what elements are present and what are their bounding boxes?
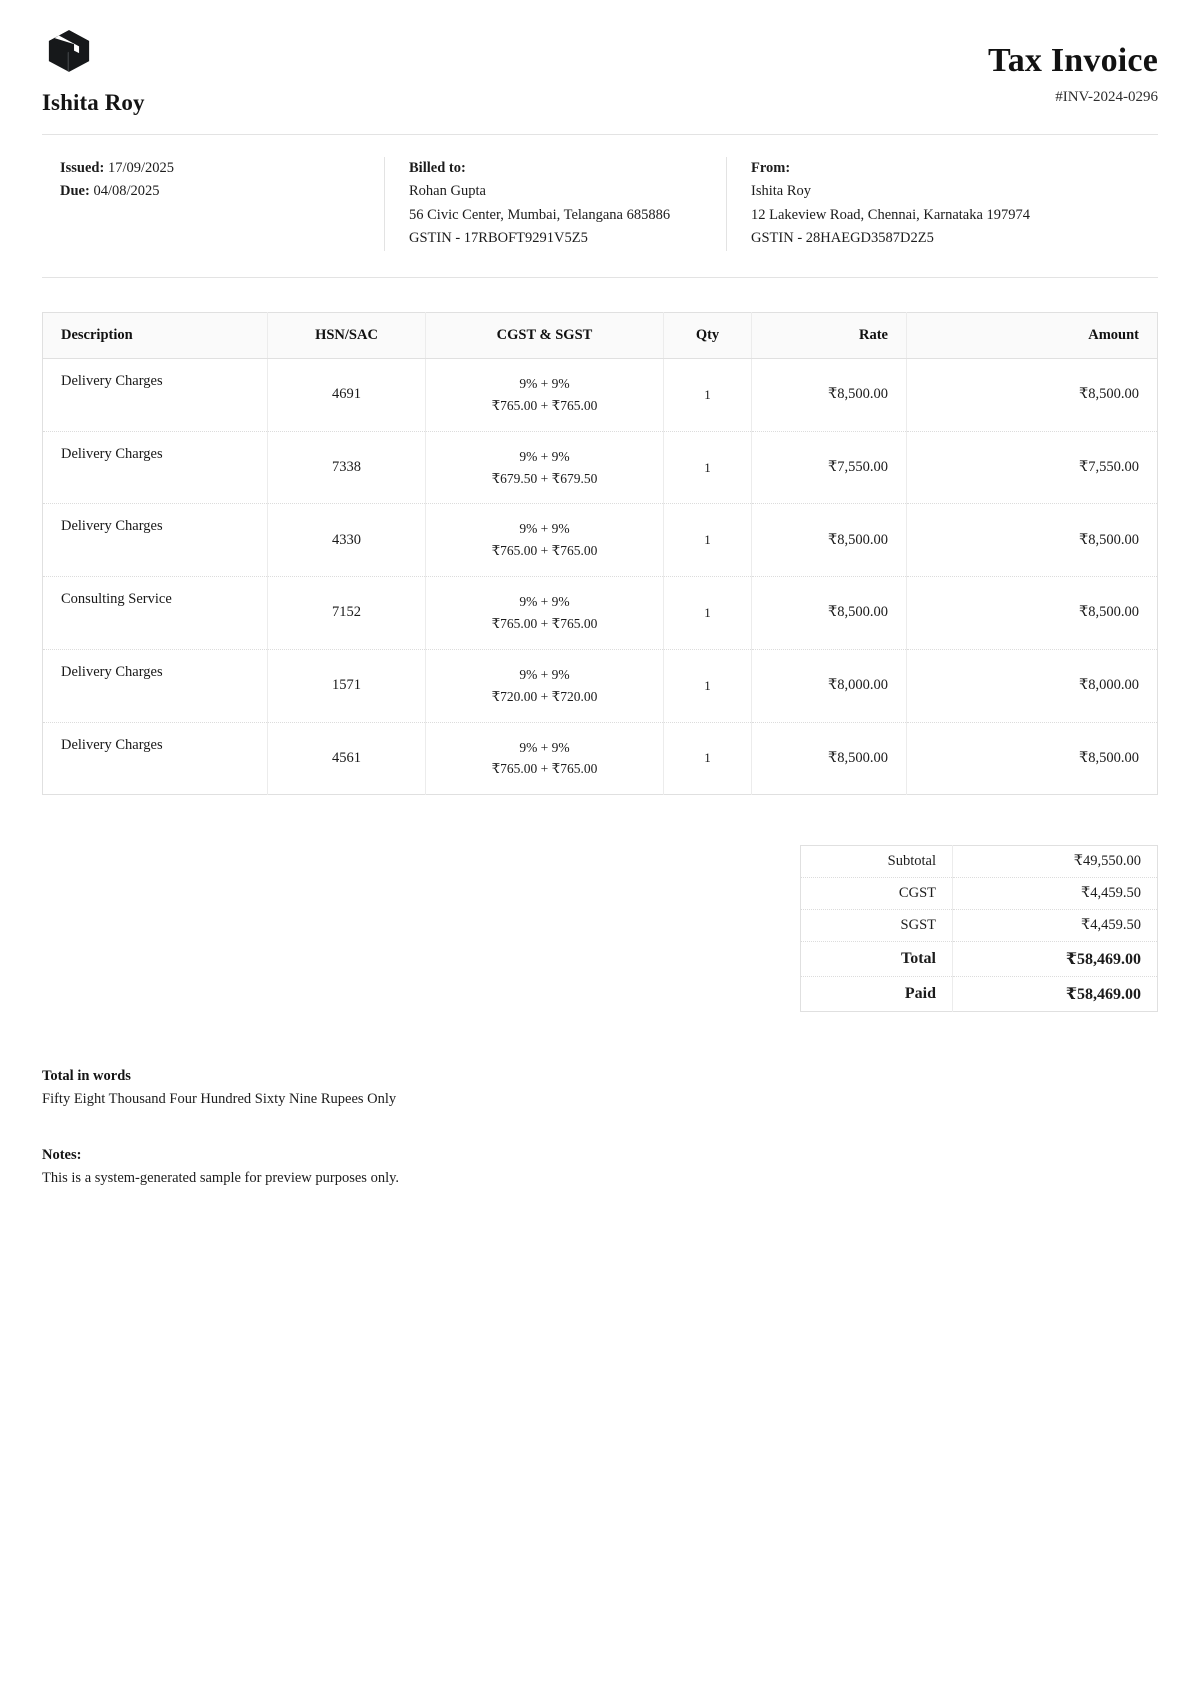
cell-qty: 1 <box>664 504 752 577</box>
gst-rate: 9% + 9% <box>519 594 570 610</box>
total-in-words-text: Fifty Eight Thousand Four Hundred Sixty Nine Rupees Only <box>42 1091 397 1108</box>
gst-rate: 9% + 9% <box>519 448 570 464</box>
gst-rate: 9% + 9% <box>519 666 570 682</box>
gst-amount: ₹765.00 + ₹765.00 <box>491 761 598 777</box>
billed-to-heading-text: Billed to: <box>409 160 466 176</box>
package-box-icon <box>46 28 92 74</box>
column-header-rate: Rate <box>752 312 907 358</box>
due-line <box>60 180 360 203</box>
totals-label: CGST <box>801 878 953 910</box>
gst-rate: 9% + 9% <box>519 521 570 537</box>
cell-cgst-sgst <box>426 431 664 504</box>
cell-amount: ₹8,500.00 <box>907 504 1158 577</box>
brand-block <box>42 28 145 116</box>
issued-line <box>60 157 360 180</box>
billed-to-address: 56 Civic Center, Mumbai, Telangana 685886 <box>409 206 671 223</box>
dates-block <box>42 157 384 251</box>
totals-value: ₹49,550.00 <box>953 846 1158 878</box>
notes-title: Notes: <box>42 1147 82 1163</box>
due-label: Due: <box>60 183 90 200</box>
invoice-footer <box>42 1068 1158 1190</box>
totals-value: ₹4,459.50 <box>953 878 1158 910</box>
totals-row <box>801 846 1158 878</box>
column-header-cgst-sgst: CGST & SGST <box>426 312 664 358</box>
gst-rate: 9% + 9% <box>519 739 570 755</box>
cell-description: Delivery Charges <box>43 431 268 504</box>
cell-cgst-sgst <box>426 504 664 577</box>
notes-text: This is a system-generated sample for preview purposes only. <box>42 1170 400 1186</box>
issued-label: Issued: <box>60 160 105 176</box>
totals-label: Subtotal <box>801 846 953 878</box>
table-row <box>43 431 1158 504</box>
from-heading-text: From: <box>751 160 791 176</box>
cell-cgst-sgst <box>426 358 664 431</box>
cell-cgst-sgst <box>426 649 664 722</box>
cell-description: Consulting Service <box>43 577 268 650</box>
cell-rate: ₹8,500.00 <box>752 722 907 795</box>
cell-rate: ₹8,000.00 <box>752 649 907 722</box>
cell-qty: 1 <box>664 722 752 795</box>
totals-row <box>801 878 1158 910</box>
cell-cgst-sgst <box>426 722 664 795</box>
totals-label: Total <box>801 942 953 977</box>
cell-description: Delivery Charges <box>43 649 268 722</box>
cell-rate: ₹8,500.00 <box>752 504 907 577</box>
line-items-table <box>42 312 1158 795</box>
gst-amount: ₹765.00 + ₹765.00 <box>491 615 598 631</box>
gst-amount: ₹765.00 + ₹765.00 <box>491 397 598 413</box>
footer-spacer <box>42 1111 1158 1147</box>
cell-qty: 1 <box>664 649 752 722</box>
totals-row <box>801 942 1158 977</box>
cell-rate: ₹8,500.00 <box>752 358 907 431</box>
table-row <box>43 722 1158 795</box>
cell-amount: ₹7,550.00 <box>907 431 1158 504</box>
from-heading <box>751 157 1134 180</box>
totals-table <box>800 845 1158 1012</box>
document-meta <box>988 28 1158 106</box>
line-items-section <box>42 312 1158 795</box>
billed-to-gstin: GSTIN - 17RBOFT9291V5Z5 <box>409 230 588 247</box>
cell-amount: ₹8,500.00 <box>907 358 1158 431</box>
cell-hsn: 4330 <box>268 504 426 577</box>
cell-qty: 1 <box>664 577 752 650</box>
due-value: 04/08/2025 <box>93 183 160 200</box>
totals-row <box>801 977 1158 1012</box>
billed-to-block <box>384 157 726 251</box>
cell-rate: ₹8,500.00 <box>752 577 907 650</box>
from-gstin: GSTIN - 28HAEGD3587D2Z5 <box>751 230 934 247</box>
cell-hsn: 7338 <box>268 431 426 504</box>
cell-cgst-sgst <box>426 577 664 650</box>
from-name: Ishita Roy <box>751 183 812 200</box>
gst-amount: ₹765.00 + ₹765.00 <box>491 543 598 559</box>
table-row <box>43 504 1158 577</box>
cell-qty: 1 <box>664 431 752 504</box>
gst-amount: ₹679.50 + ₹679.50 <box>491 470 598 486</box>
cell-amount: ₹8,000.00 <box>907 649 1158 722</box>
line-items-head <box>43 312 1158 358</box>
gst-amount: ₹720.00 + ₹720.00 <box>491 688 598 704</box>
invoice-info-strip <box>42 135 1158 278</box>
from-address: 12 Lakeview Road, Chennai, Karnataka 197974 <box>751 206 1031 223</box>
invoice-number: #INV-2024-0296 <box>1055 89 1158 106</box>
totals-value: ₹58,469.00 <box>1065 986 1141 1004</box>
cell-qty: 1 <box>664 358 752 431</box>
total-in-words-title: Total in words <box>42 1068 131 1085</box>
line-items-body <box>43 358 1158 794</box>
cell-hsn: 1571 <box>268 649 426 722</box>
gst-rate: 9% + 9% <box>519 375 570 391</box>
cell-description: Delivery Charges <box>43 504 268 577</box>
cell-amount: ₹8,500.00 <box>907 577 1158 650</box>
totals-section <box>42 845 1158 1012</box>
totals-value: ₹58,469.00 <box>953 942 1158 977</box>
column-header-qty: Qty <box>664 312 752 358</box>
cell-description: Delivery Charges <box>43 722 268 795</box>
table-row <box>43 358 1158 431</box>
brand-name: Ishita Roy <box>42 90 145 115</box>
totals-label: SGST <box>801 910 953 942</box>
cell-hsn: 4561 <box>268 722 426 795</box>
from-block <box>726 157 1158 251</box>
totals-body <box>801 846 1158 1012</box>
cell-amount: ₹8,500.00 <box>1079 749 1139 766</box>
cell-rate: ₹7,550.00 <box>752 431 907 504</box>
column-header-amount: Amount <box>907 312 1158 358</box>
table-header-row <box>43 312 1158 358</box>
billed-to-heading <box>409 157 702 180</box>
billed-to-name: Rohan Gupta <box>409 183 486 200</box>
cell-description: Delivery Charges <box>43 358 268 431</box>
cell-hsn: 7152 <box>268 577 426 650</box>
totals-label: Paid <box>801 977 953 1012</box>
issued-value: 17/09/2025 <box>107 160 175 176</box>
table-row <box>43 577 1158 650</box>
column-header-hsn: HSN/SAC <box>268 312 426 358</box>
invoice-header <box>42 28 1158 134</box>
page-title: Tax Invoice <box>987 42 1158 79</box>
table-row <box>43 649 1158 722</box>
column-header-description: Description <box>43 312 268 358</box>
totals-value: ₹4,459.50 <box>953 910 1158 942</box>
cell-hsn: 4691 <box>268 358 426 431</box>
totals-row <box>801 910 1158 942</box>
